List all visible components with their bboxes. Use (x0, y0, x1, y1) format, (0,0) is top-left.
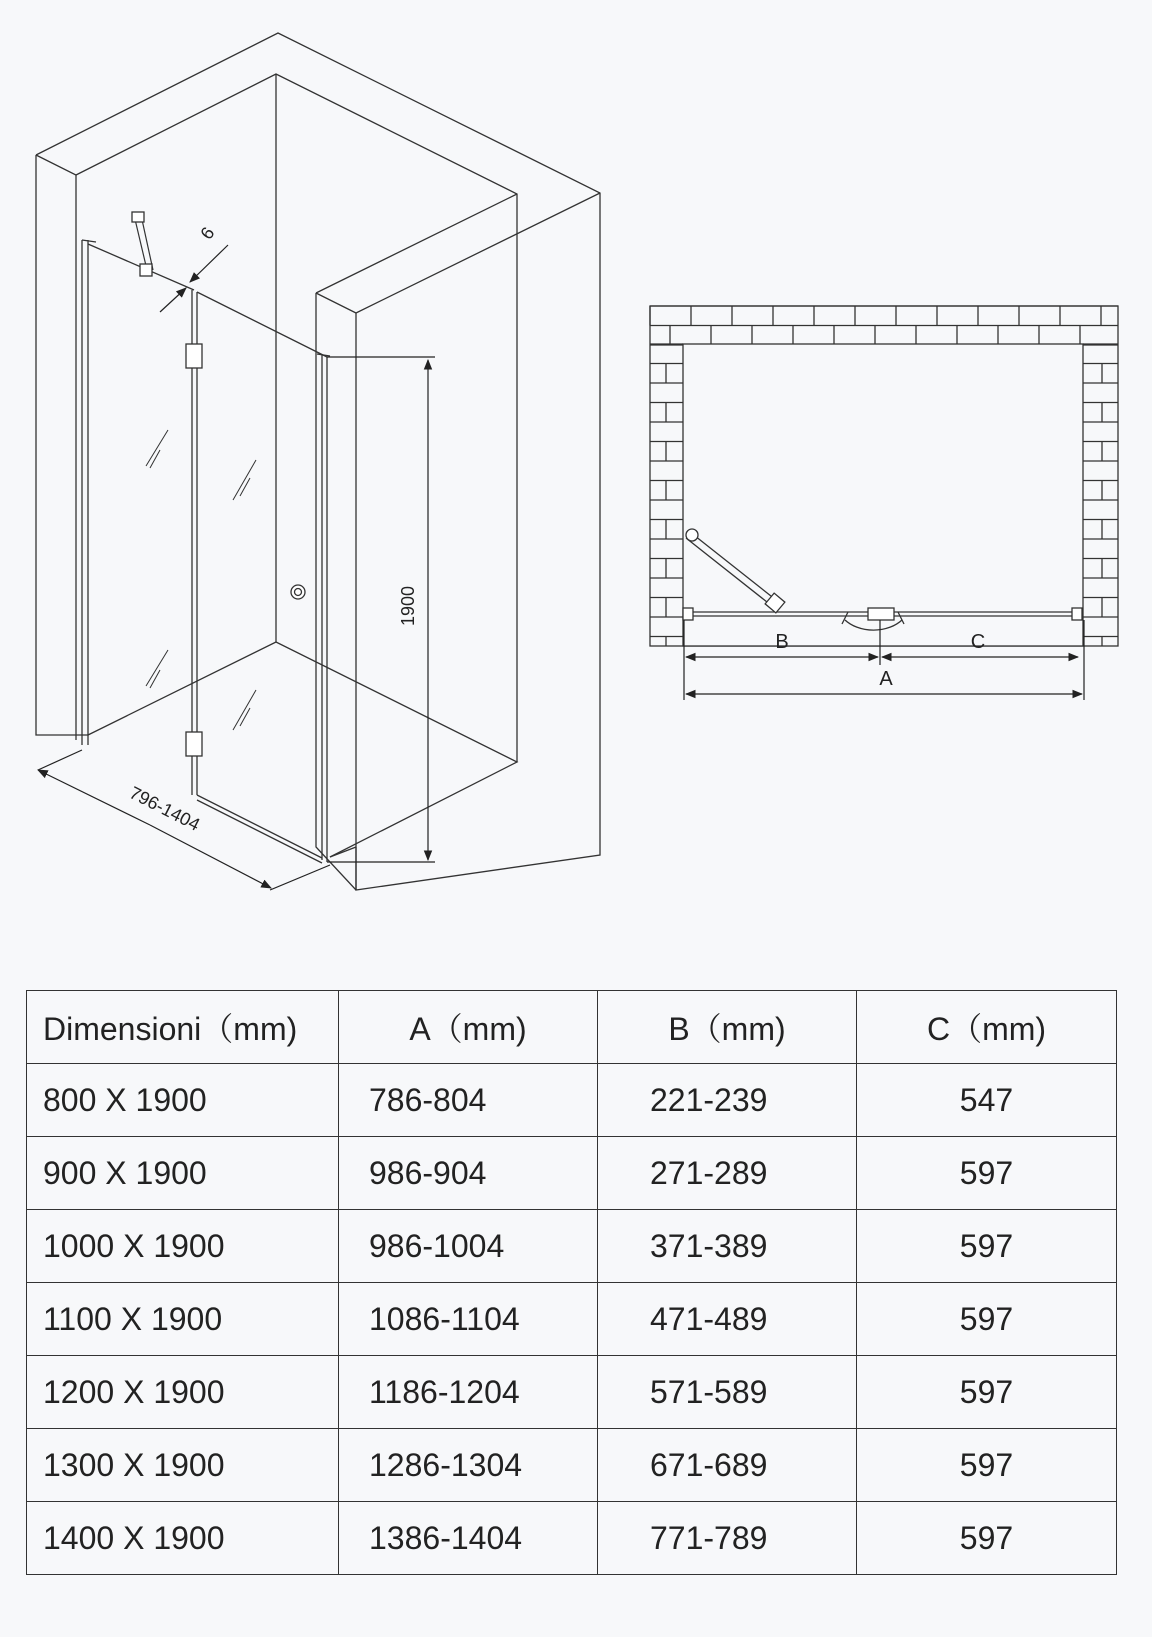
cell-c: 597 (857, 1502, 1117, 1575)
cell-c: 597 (857, 1137, 1117, 1210)
plan-label-b: B (775, 631, 789, 653)
header-dimensioni: Dimensioni（mm) (27, 991, 339, 1064)
table-row (27, 1210, 1117, 1283)
cell-a: 786-804 (339, 1064, 598, 1137)
cell-a: 986-904 (339, 1137, 598, 1210)
plan-view-drawing (0, 0, 1152, 720)
cell-c: 597 (857, 1210, 1117, 1283)
cell-b: 571-589 (598, 1356, 857, 1429)
header-a: A（mm) (339, 991, 598, 1064)
cell-a: 986-1004 (339, 1210, 598, 1283)
cell-dimensioni: 1300 X 1900 (27, 1429, 339, 1502)
header-c: C（mm) (857, 991, 1117, 1064)
table-header-row (27, 991, 1117, 1064)
dim-thickness-label: 6 (196, 223, 219, 244)
table-row (27, 1429, 1117, 1502)
cell-c: 547 (857, 1064, 1117, 1137)
cell-b: 221-239 (598, 1064, 857, 1137)
cell-b: 771-789 (598, 1502, 857, 1575)
header-b: B（mm) (598, 991, 857, 1064)
cell-dimensioni: 900 X 1900 (27, 1137, 339, 1210)
cell-dimensioni: 1100 X 1900 (27, 1283, 339, 1356)
plan-label-c: C (970, 631, 986, 653)
table-row (27, 1137, 1117, 1210)
table-row (27, 1064, 1117, 1137)
cell-a: 1286-1304 (339, 1429, 598, 1502)
plan-label-a: A (879, 668, 893, 690)
cell-a: 1186-1204 (339, 1356, 598, 1429)
cell-dimensioni: 1200 X 1900 (27, 1356, 339, 1429)
cell-a: 1386-1404 (339, 1502, 598, 1575)
table-row (27, 1283, 1117, 1356)
dim-height-label: 1900 (398, 585, 418, 627)
cell-dimensioni: 1400 X 1900 (27, 1502, 339, 1575)
cell-b: 471-489 (598, 1283, 857, 1356)
dimensions-table (26, 990, 1117, 1575)
plan-hinge (868, 608, 894, 620)
cell-b: 671-689 (598, 1429, 857, 1502)
cell-dimensioni: 800 X 1900 (27, 1064, 339, 1137)
hinge-bottom (186, 732, 202, 756)
cell-a: 1086-1104 (339, 1283, 598, 1356)
table-row (27, 1502, 1117, 1575)
cell-b: 371-389 (598, 1210, 857, 1283)
cell-b: 271-289 (598, 1137, 857, 1210)
cell-c: 597 (857, 1356, 1117, 1429)
cell-dimensioni: 1000 X 1900 (27, 1210, 339, 1283)
dim-width-label: 796-1404 (126, 782, 204, 835)
cell-c: 597 (857, 1283, 1117, 1356)
cell-c: 597 (857, 1429, 1117, 1502)
table-row (27, 1356, 1117, 1429)
